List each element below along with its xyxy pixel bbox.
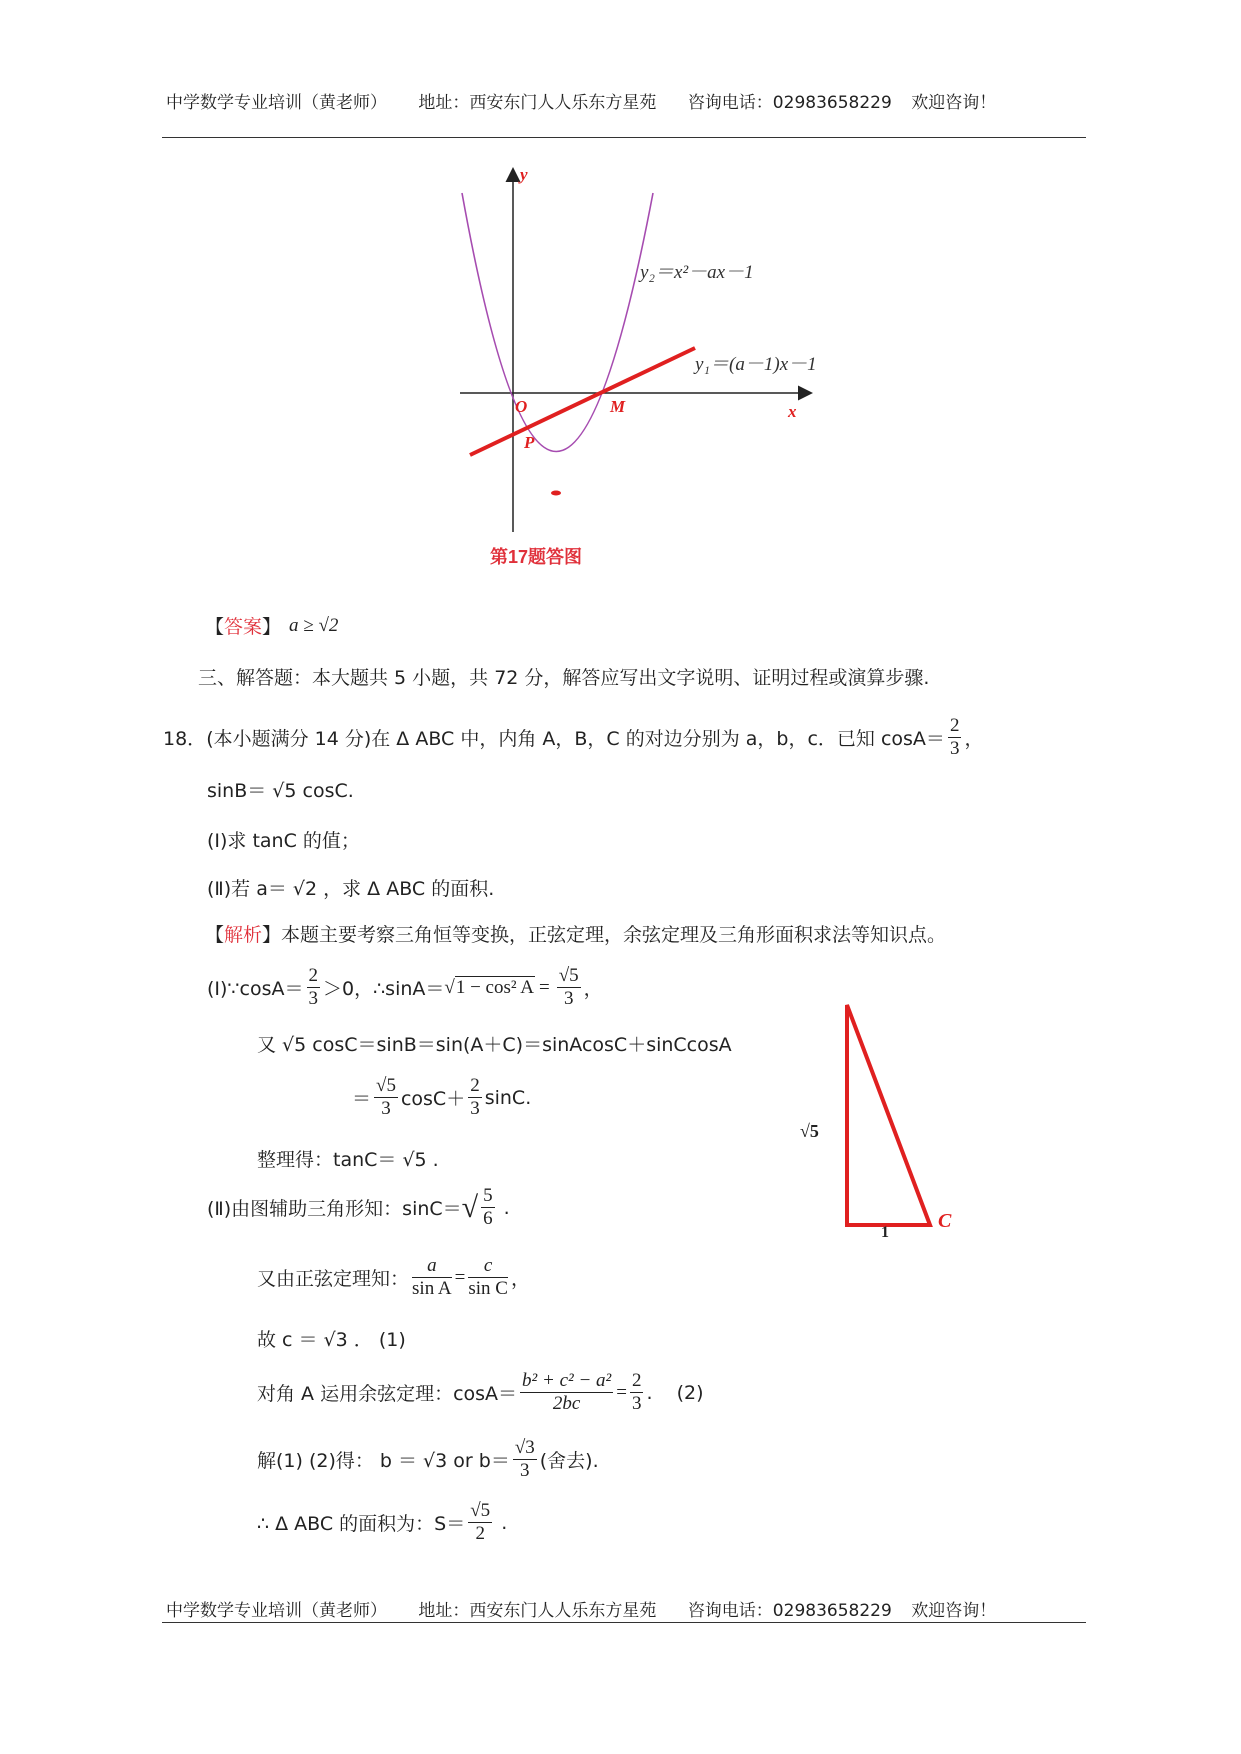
analysis-step-8: 对角 A 运用余弦定理：cosA＝ $\frac{\text{b² + c² − a²}}{2bc}$ = $\frac{2}{3}$ . (2) (257, 1370, 704, 1414)
label-m: M (610, 397, 626, 416)
analysis-line: 【 解析 】 本题主要考察三角恒等变换，正弦定理，余弦定理及三角形面积求法等知识点。 (205, 920, 946, 947)
figure-caption: 第17题答图 (490, 547, 583, 567)
analysis-step-1: (Ⅰ)∵cosA＝ $\frac{2}{3}$ ＞0，∴sinA＝ √ 1 − cos² A = $\frac{√5}{3}$ ， (207, 965, 603, 1009)
label-y1-eq: y₁＝(a－1)x－1 (695, 354, 817, 375)
label-origin: O (515, 397, 528, 416)
footer-welcome: 欢迎咨询！ (911, 1601, 997, 1621)
answer-text: a ≥ √2 (289, 614, 339, 636)
triangle-vertex-c: C (938, 1210, 952, 1232)
vertex-mark (551, 491, 561, 496)
q18-intro-text: (本小题满分 14 分)在 Δ ABC 中，内角 A，B，C 的对边分别为 a，b，c．已知 cosA＝ (206, 728, 945, 750)
footer-org: 中学数学专业培训（黄老师） (166, 1601, 387, 1621)
section-3-title: 三、解答题：本大题共 5 小题，共 72 分，解答应写出文字说明、证明过程或演算步骤. (198, 667, 930, 689)
line-y1 (470, 348, 695, 455)
triangle-side-bottom: 1 (881, 1224, 889, 1240)
analysis-step-5: (Ⅱ)由图辅助三角形知：sinC＝ √ $\frac{5}{6}$ . (207, 1185, 510, 1229)
answer-line: 【 答案 】 a ≥ √2 (205, 612, 338, 639)
analysis-text: 本题主要考察三角恒等变换，正弦定理，余弦定理及三角形面积求法等知识点。 (281, 924, 947, 946)
analysis-step-2: 又 √5 cosC＝sinB＝sin(A＋C)＝sinAcosC＋sinCcosA (257, 1034, 732, 1056)
label-x: x (788, 402, 797, 421)
footer-phone: 咨询电话：02983658229 (687, 1601, 892, 1621)
label-p: P (524, 433, 535, 452)
footer-rule (162, 1622, 1086, 1623)
cosA-fraction: $\frac{2}{3}$ (949, 715, 960, 759)
footer-bar (166, 1596, 996, 1621)
analysis-step-4: 整理得：tanC＝ √5 . (257, 1149, 439, 1171)
header-welcome: 欢迎咨询！ (911, 93, 997, 113)
header-rule (162, 137, 1086, 138)
header-bar (166, 88, 996, 113)
answer-tag: 答案 (224, 616, 263, 638)
footer-address: 地址：西安东门人人乐东方星苑 (418, 1601, 657, 1621)
label-y: y (520, 165, 528, 184)
analysis-step-10: ∴ Δ ABC 的面积为：S＝ $\frac{√5}{2}$ . (257, 1500, 508, 1544)
figure-17 (440, 160, 840, 580)
q18-intro: 18． (本小题满分 14 分)在 Δ ABC 中，内角 A，B，C 的对边分别为 a，b，c．已知 cosA＝ $\frac{2}{3}$ ， (163, 715, 984, 759)
q18-line2: sinB＝ √5 cosC. (207, 780, 354, 802)
helper-triangle (795, 995, 975, 1240)
analysis-step-7: 故 c ＝ √3 ． (1) (257, 1329, 406, 1351)
header-phone: 咨询电话：02983658229 (687, 93, 892, 113)
q18-part1: (Ⅰ)求 tanC 的值； (207, 830, 360, 852)
analysis-step-3: ＝ $\frac{√5}{3}$ cosC＋ $\frac{2}{3}$ sinC. (352, 1075, 532, 1119)
q18-part2: (Ⅱ)若 a＝ √2 ，求 Δ ABC 的面积. (207, 878, 495, 900)
analysis-tag: 解析 (224, 924, 263, 946)
q18-number: 18． (163, 728, 207, 750)
triangle-shape (847, 1005, 930, 1225)
header-address: 地址：西安东门人人乐东方星苑 (418, 93, 657, 113)
header-org: 中学数学专业培训（黄老师） (166, 93, 387, 113)
analysis-step-6: 又由正弦定理知： $\frac{a}{\text{sin A}}$ = $\frac{c}{\text{sin C}}$ ， (257, 1255, 530, 1299)
triangle-side-vertical: √5 (800, 1121, 819, 1141)
analysis-step-9: 解(1) (2)得： b ＝ √3 or b＝ $\frac{√3}{3}$ (舍去). (257, 1437, 599, 1481)
label-y2-eq: y₂＝x²－ax－1 (640, 262, 754, 283)
